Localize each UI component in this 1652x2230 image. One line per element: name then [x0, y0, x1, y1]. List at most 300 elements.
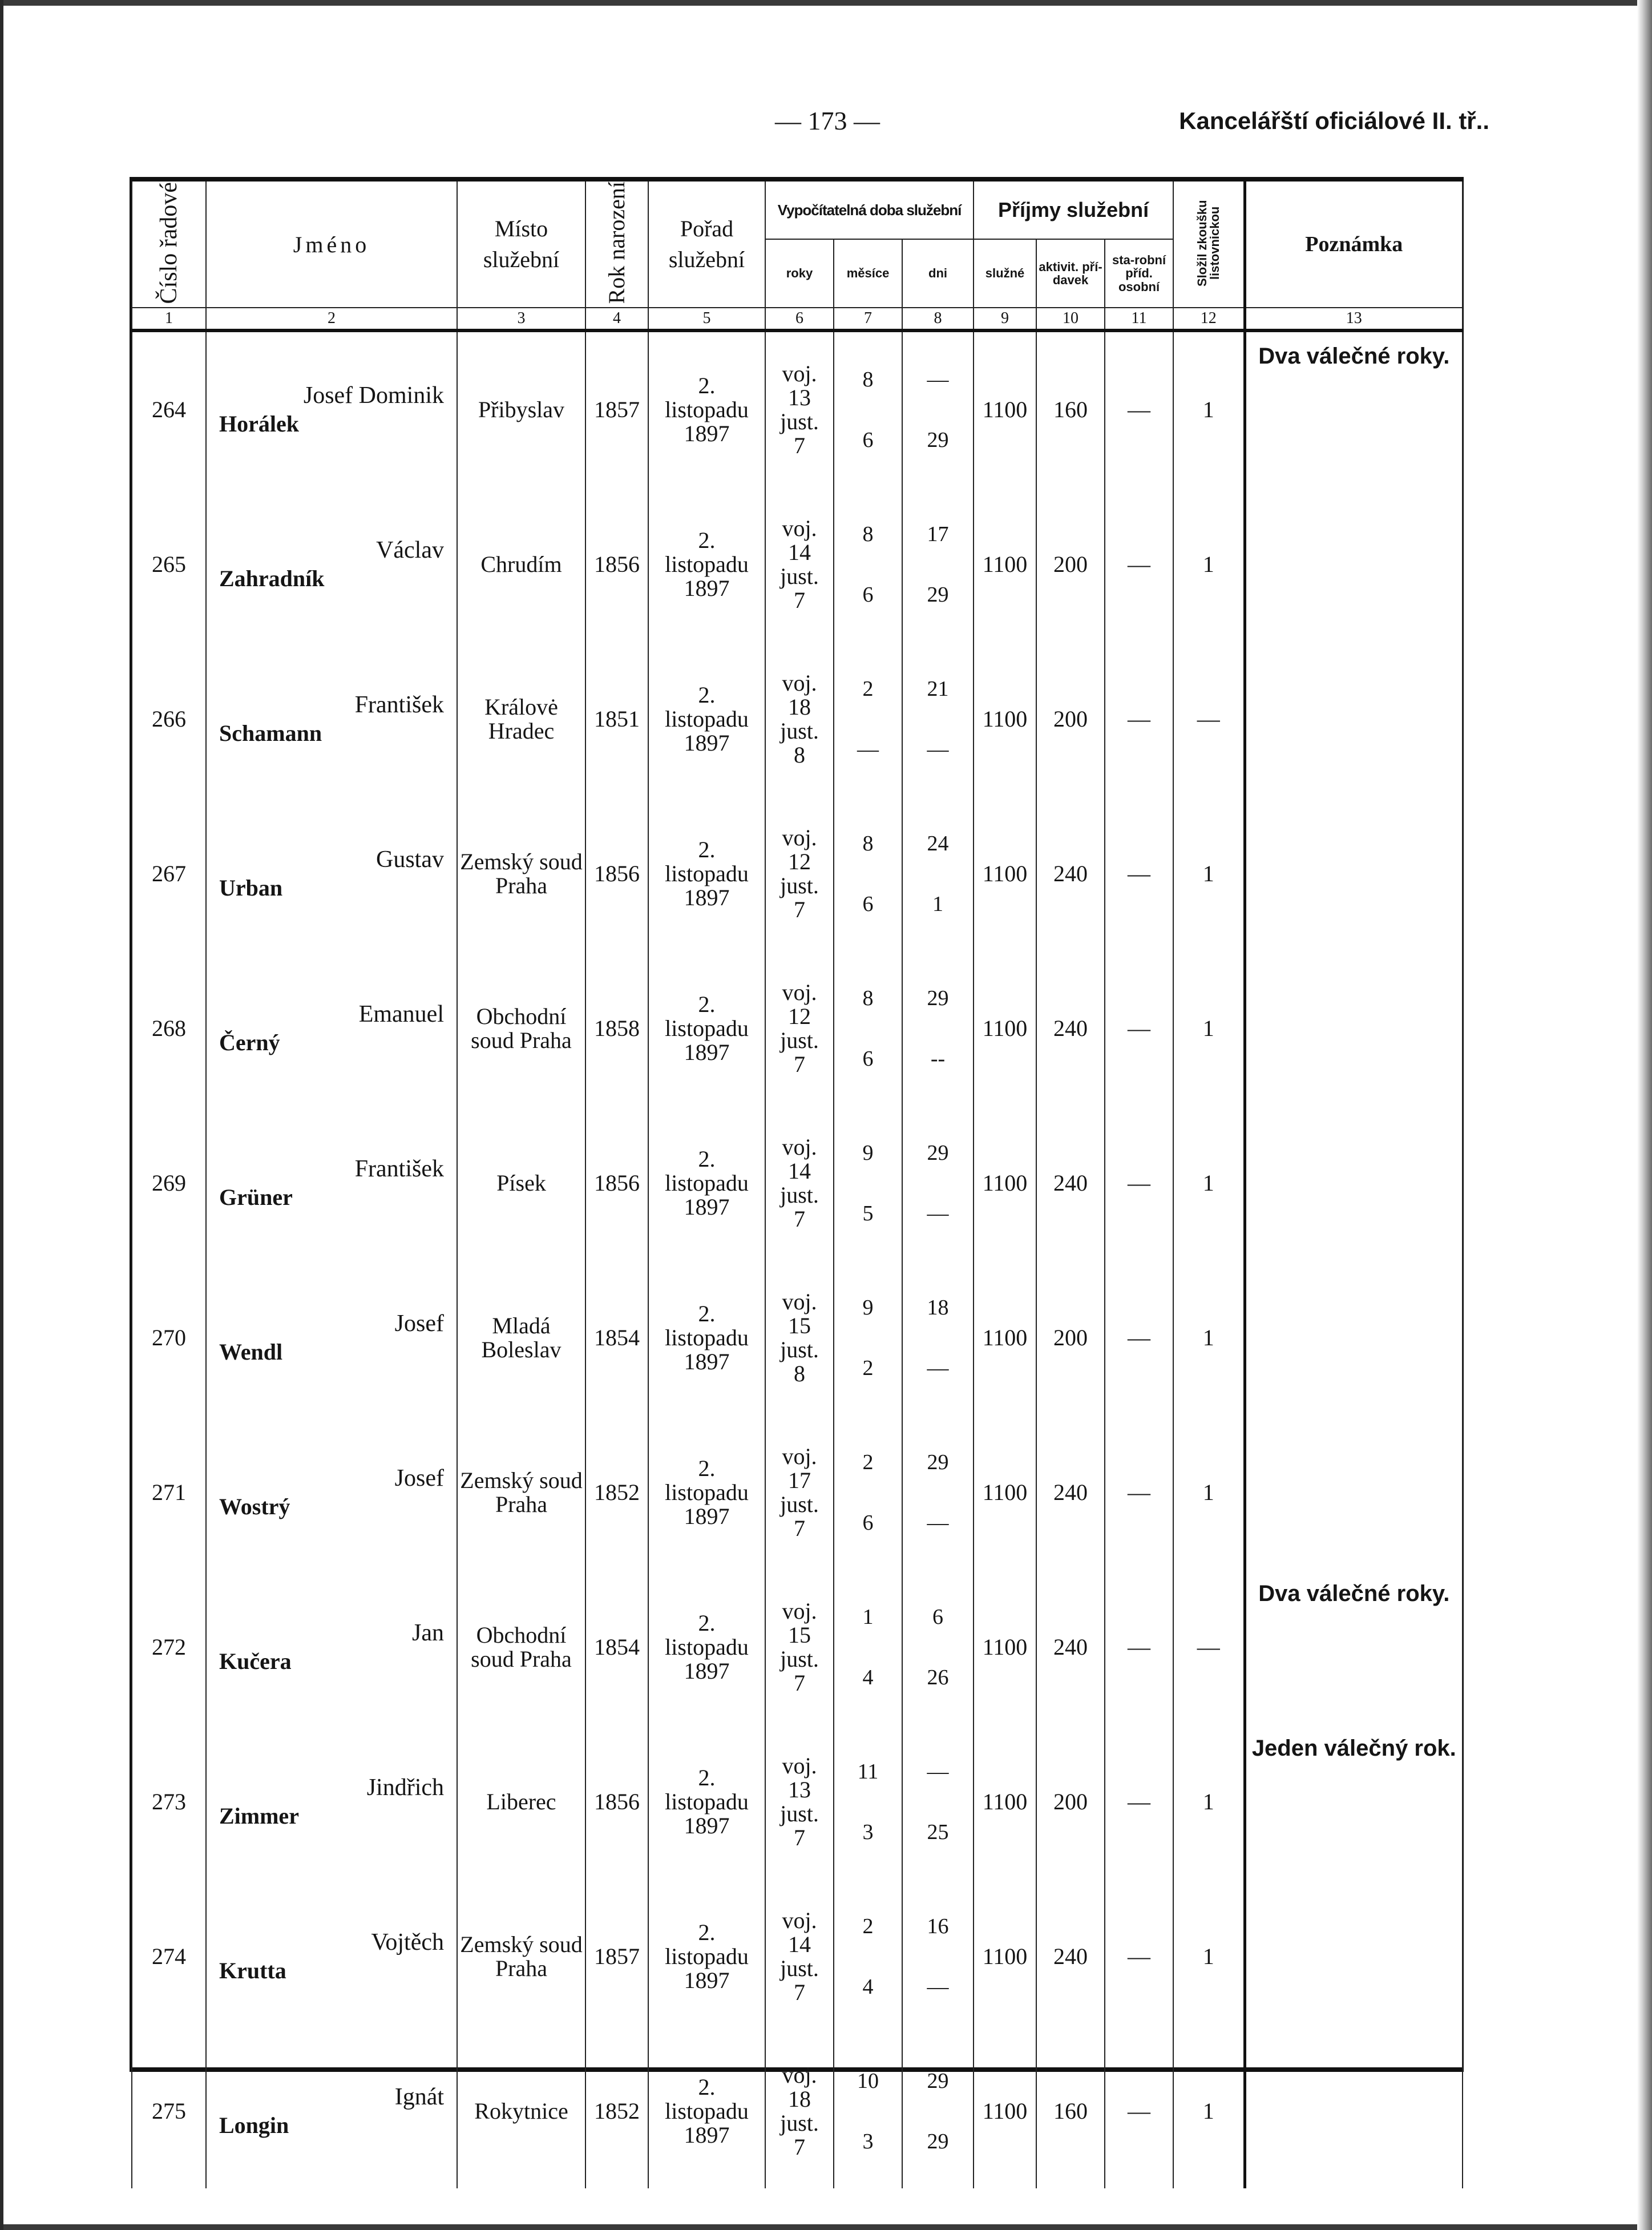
months-military: 8: [862, 367, 874, 392]
row-number: 274: [132, 1879, 206, 2034]
order-day: 2.: [698, 1146, 716, 1172]
days-justice: —: [927, 1356, 949, 1380]
months-cell: [834, 1260, 902, 1415]
days-cell: [902, 1415, 974, 1570]
table-row: [132, 1260, 1463, 1415]
days-military: 21: [927, 676, 949, 701]
activity-bonus: 200: [1036, 1724, 1105, 1879]
years-cell: [765, 642, 834, 796]
last-name: Zahradník: [219, 566, 325, 591]
order-day: 2.: [698, 1455, 716, 1481]
months-cell: [834, 1415, 902, 1570]
months-cell: [834, 1570, 902, 1724]
days-justice: 29: [927, 428, 949, 452]
years-label-justice: just.: [780, 1646, 819, 1672]
years-military: 18: [788, 693, 811, 720]
months-justice: 4: [862, 1665, 874, 1689]
row-number: 266: [132, 642, 206, 796]
years-label-military: voj.: [782, 2062, 817, 2088]
salary: 1100: [974, 2034, 1036, 2188]
header-poznamka: Poznámka: [1245, 182, 1463, 308]
row-number: 272: [132, 1570, 206, 1724]
column-number: 9: [974, 308, 1036, 330]
years-cell: [765, 1724, 834, 1879]
days-military: —: [927, 1759, 949, 1784]
years-justice: 7: [794, 1979, 805, 2005]
order-month: listopadu: [665, 1943, 749, 1969]
years-label-military: voj.: [782, 1598, 817, 1624]
birth-year: 1854: [585, 1260, 648, 1415]
first-name: František: [354, 692, 444, 718]
note-cell: [1245, 1106, 1463, 1260]
service-order: [648, 1724, 765, 1879]
days-military: —: [927, 367, 949, 392]
days-justice: —: [927, 1974, 949, 1999]
years-justice: 7: [794, 2134, 805, 2160]
page-number: — 173 —: [775, 106, 880, 135]
order-year: 1897: [684, 1658, 730, 1684]
years-military: 14: [788, 539, 811, 565]
days-justice: 29: [927, 2129, 949, 2154]
days-cell: [902, 951, 974, 1106]
birth-year: 1857: [585, 330, 648, 487]
order-month: listopadu: [665, 1324, 749, 1350]
salary: 1100: [974, 642, 1036, 796]
months-justice: 3: [862, 1820, 874, 1844]
old-age-bonus: —: [1105, 1106, 1173, 1260]
exam-passed: 1: [1173, 1260, 1245, 1415]
order-month: listopadu: [665, 1788, 749, 1814]
row-number: 273: [132, 1724, 206, 1879]
note-cell: [1245, 796, 1463, 951]
years-cell: [765, 487, 834, 642]
years-justice: 7: [794, 896, 805, 922]
years-cell: [765, 951, 834, 1106]
days-military: 18: [927, 1295, 949, 1320]
place-of-service: Rokytnice: [457, 2034, 585, 2188]
birth-year: 1852: [585, 2034, 648, 2188]
days-military: 6: [932, 1604, 944, 1629]
order-month: listopadu: [665, 1634, 749, 1660]
months-cell: [834, 487, 902, 642]
years-justice: 7: [794, 1824, 805, 1850]
table-row: [132, 1724, 1463, 1879]
order-year: 1897: [684, 1812, 730, 1838]
old-age-bonus: —: [1105, 2034, 1173, 2188]
birth-year: 1854: [585, 1570, 648, 1724]
months-justice: 2: [862, 1356, 874, 1380]
years-label-justice: just.: [780, 1955, 819, 1981]
months-military: 11: [857, 1759, 879, 1784]
activity-bonus: 240: [1036, 1415, 1105, 1570]
column-number: 2: [206, 308, 457, 330]
column-number: 12: [1173, 308, 1245, 330]
years-label-justice: just.: [780, 1800, 819, 1826]
days-military: 29: [927, 2068, 949, 2093]
name-cell: [206, 2034, 457, 2188]
months-justice: 4: [862, 1974, 874, 1999]
order-day: 2.: [698, 1300, 716, 1326]
old-age-bonus: —: [1105, 1570, 1173, 1724]
exam-passed: 1: [1173, 487, 1245, 642]
exam-passed: 1: [1173, 1724, 1245, 1879]
days-cell: [902, 330, 974, 487]
salary: 1100: [974, 1724, 1036, 1879]
days-cell: [902, 2034, 974, 2188]
days-justice: 1: [932, 892, 944, 916]
service-order: [648, 1879, 765, 2034]
old-age-bonus: —: [1105, 487, 1173, 642]
note-cell: [1245, 1415, 1463, 1570]
table-row: [132, 642, 1463, 796]
years-cell: [765, 796, 834, 951]
note-cell: [1245, 1879, 1463, 2034]
name-cell: [206, 1106, 457, 1260]
header-vypocitatelna: Vypočítatelná doba služební: [765, 182, 974, 239]
first-name: František: [354, 1156, 444, 1182]
years-military: 14: [788, 1931, 811, 1957]
last-name: Longin: [219, 2112, 289, 2138]
order-day: 2.: [698, 2074, 716, 2100]
exam-passed: 1: [1173, 951, 1245, 1106]
days-justice: 25: [927, 1820, 949, 1844]
register-table-frame: [130, 177, 1464, 2160]
salary: 1100: [974, 1106, 1036, 1260]
days-military: 16: [927, 1914, 949, 1938]
last-name: Wendl: [219, 1339, 283, 1365]
order-day: 2.: [698, 1610, 716, 1636]
salary: 1100: [974, 1260, 1036, 1415]
name-cell: [206, 330, 457, 487]
years-label-military: voj.: [782, 1443, 817, 1469]
note-text: Dva válečné roky.: [1258, 1581, 1450, 1606]
months-military: 10: [857, 2068, 879, 2093]
last-name: Zimmer: [219, 1803, 299, 1829]
months-military: 8: [862, 831, 874, 856]
years-justice: 8: [794, 1360, 805, 1386]
header-sluzne: služné: [974, 239, 1036, 308]
days-cell: [902, 1260, 974, 1415]
days-cell: [902, 1879, 974, 2034]
days-military: 29: [927, 1140, 949, 1165]
header-misto: Místo služební: [457, 182, 585, 308]
months-justice: —: [857, 737, 879, 761]
birth-year: 1858: [585, 951, 648, 1106]
order-year: 1897: [684, 575, 730, 601]
service-order: [648, 487, 765, 642]
place-of-service: Obchodní soud Praha: [457, 951, 585, 1106]
months-justice: 6: [862, 428, 874, 452]
header-slozil: Složil zkoušku listovnickou: [1173, 182, 1245, 308]
order-day: 2.: [698, 527, 716, 553]
months-cell: [834, 1106, 902, 1260]
column-number: 5: [648, 308, 765, 330]
activity-bonus: 240: [1036, 1106, 1105, 1260]
months-justice: 6: [862, 582, 874, 607]
last-name: Horálek: [219, 411, 299, 437]
salary: 1100: [974, 330, 1036, 487]
service-order: [648, 1415, 765, 1570]
days-justice: —: [927, 1510, 949, 1535]
old-age-bonus: —: [1105, 951, 1173, 1106]
years-label-justice: just.: [780, 717, 819, 744]
place-of-service: Obchodní soud Praha: [457, 1570, 585, 1724]
old-age-bonus: —: [1105, 1260, 1173, 1415]
order-year: 1897: [684, 1193, 730, 1220]
months-military: 8: [862, 986, 874, 1010]
order-year: 1897: [684, 1039, 730, 1065]
note-cell: [1245, 951, 1463, 1106]
name-cell: [206, 1570, 457, 1724]
note-cell: [1245, 487, 1463, 642]
old-age-bonus: —: [1105, 642, 1173, 796]
order-month: listopadu: [665, 2098, 749, 2124]
place-of-service: Zemský soud Praha: [457, 796, 585, 951]
days-justice: —: [927, 737, 949, 761]
old-age-bonus: —: [1105, 330, 1173, 487]
exam-passed: 1: [1173, 796, 1245, 951]
activity-bonus: 200: [1036, 487, 1105, 642]
days-cell: [902, 1106, 974, 1260]
last-name: Kučera: [219, 1648, 292, 1674]
months-cell: [834, 796, 902, 951]
birth-year: 1856: [585, 487, 648, 642]
birth-year: 1856: [585, 1724, 648, 1879]
years-label-military: voj.: [782, 979, 817, 1005]
name-cell: [206, 951, 457, 1106]
months-military: 1: [862, 1604, 874, 1629]
months-cell: [834, 642, 902, 796]
years-justice: 7: [794, 1670, 805, 1696]
last-name: Krutta: [219, 1958, 286, 1983]
note-cell: [1245, 2034, 1463, 2188]
birth-year: 1857: [585, 1879, 648, 2034]
activity-bonus: 240: [1036, 1879, 1105, 2034]
birth-year: 1856: [585, 1106, 648, 1260]
old-age-bonus: —: [1105, 796, 1173, 951]
order-year: 1897: [684, 420, 730, 446]
order-year: 1897: [684, 2122, 730, 2148]
months-military: 2: [862, 676, 874, 701]
first-name: Jan: [412, 1620, 444, 1646]
days-justice: —: [927, 1201, 949, 1225]
name-cell: [206, 1260, 457, 1415]
first-name: Josef Dominik: [303, 382, 444, 409]
service-order: [648, 330, 765, 487]
months-military: 9: [862, 1140, 874, 1165]
note-cell: [1245, 1260, 1463, 1415]
order-day: 2.: [698, 372, 716, 398]
salary: 1100: [974, 796, 1036, 951]
scan-edge-top: [0, 0, 1652, 6]
table-row: [132, 487, 1463, 642]
years-military: 12: [788, 848, 811, 874]
exam-passed: 1: [1173, 1106, 1245, 1260]
name-cell: [206, 487, 457, 642]
exam-passed: —: [1173, 642, 1245, 796]
header-porad: Pořad služební: [648, 182, 765, 308]
years-label-justice: just.: [780, 1027, 819, 1053]
salary: 1100: [974, 1879, 1036, 2034]
register-table: [131, 182, 1463, 2188]
years-military: 18: [788, 2086, 811, 2112]
column-number: 1: [132, 308, 206, 330]
old-age-bonus: —: [1105, 1415, 1173, 1570]
order-month: listopadu: [665, 551, 749, 577]
salary: 1100: [974, 1415, 1036, 1570]
years-label-justice: just.: [780, 1491, 819, 1517]
table-row: [132, 330, 1463, 487]
service-order: [648, 796, 765, 951]
table-row: [132, 2034, 1463, 2188]
months-justice: 6: [862, 1510, 874, 1535]
years-military: 12: [788, 1003, 811, 1029]
note-cell: [1245, 330, 1463, 487]
column-numbers-row: [132, 308, 1463, 330]
exam-passed: 1: [1173, 330, 1245, 487]
row-number: 265: [132, 487, 206, 642]
days-cell: [902, 1724, 974, 1879]
row-number: 275: [132, 2034, 206, 2188]
years-label-military: voj.: [782, 1288, 817, 1314]
years-military: 15: [788, 1312, 811, 1338]
name-cell: [206, 1879, 457, 2034]
order-day: 2.: [698, 1764, 716, 1791]
name-cell: [206, 642, 457, 796]
salary: 1100: [974, 951, 1036, 1106]
years-justice: 7: [794, 1205, 805, 1232]
last-name: Urban: [219, 875, 283, 901]
old-age-bonus: —: [1105, 1724, 1173, 1879]
years-cell: [765, 1415, 834, 1570]
service-order: [648, 1106, 765, 1260]
order-month: listopadu: [665, 705, 749, 732]
first-name: Václav: [376, 537, 444, 563]
order-year: 1897: [684, 1967, 730, 1993]
months-justice: 5: [862, 1201, 874, 1225]
column-number: 10: [1036, 308, 1105, 330]
activity-bonus: 240: [1036, 796, 1105, 951]
table-row: [132, 1106, 1463, 1260]
place-of-service: Zemský soud Praha: [457, 1879, 585, 2034]
years-label-justice: just.: [780, 2110, 819, 2136]
column-number: 13: [1245, 308, 1463, 330]
months-justice: 3: [862, 2129, 874, 2154]
days-military: 29: [927, 1450, 949, 1474]
years-label-military: voj.: [782, 1752, 817, 1779]
months-cell: [834, 1724, 902, 1879]
order-day: 2.: [698, 836, 716, 862]
column-number: 11: [1105, 308, 1173, 330]
first-name: Jindřich: [366, 1775, 444, 1801]
service-order: [648, 951, 765, 1106]
column-number: 4: [585, 308, 648, 330]
activity-bonus: 160: [1036, 330, 1105, 487]
years-label-military: voj.: [782, 824, 817, 850]
exam-passed: 1: [1173, 1879, 1245, 2034]
years-cell: [765, 1106, 834, 1260]
name-cell: [206, 1415, 457, 1570]
table-body: [132, 330, 1463, 2188]
days-military: 17: [927, 522, 949, 546]
years-cell: [765, 1570, 834, 1724]
years-military: 17: [788, 1467, 811, 1493]
exam-passed: —: [1173, 1570, 1245, 1724]
months-justice: 6: [862, 1046, 874, 1071]
years-military: 14: [788, 1158, 811, 1184]
note-text: Jeden válečný rok.: [1251, 1736, 1456, 1761]
years-label-justice: just.: [780, 872, 819, 898]
birth-year: 1852: [585, 1415, 648, 1570]
column-number: 7: [834, 308, 902, 330]
place-of-service: Písek: [457, 1106, 585, 1260]
place-of-service: Královė Hradec: [457, 642, 585, 796]
row-number: 269: [132, 1106, 206, 1260]
service-order: [648, 2034, 765, 2188]
months-cell: [834, 330, 902, 487]
days-justice: --: [930, 1046, 946, 1071]
order-month: listopadu: [665, 1170, 749, 1196]
order-year: 1897: [684, 729, 730, 756]
name-cell: [206, 1724, 457, 1879]
header-prijmy: Příjmy služební: [974, 182, 1173, 239]
note-cell: [1245, 1570, 1463, 1724]
table-row: [132, 1879, 1463, 2034]
years-justice: 8: [794, 741, 805, 768]
months-cell: [834, 2034, 902, 2188]
first-name: Ignát: [394, 2084, 444, 2110]
service-order: [648, 642, 765, 796]
first-name: Josef: [394, 1310, 444, 1337]
days-cell: [902, 796, 974, 951]
header-rok: Rok narození: [585, 182, 648, 308]
years-label-justice: just.: [780, 1181, 819, 1208]
place-of-service: Liberec: [457, 1724, 585, 1879]
name-cell: [206, 796, 457, 951]
header-starobni: sta-robní příd. osobní: [1105, 239, 1173, 308]
years-label-justice: just.: [780, 1336, 819, 1362]
column-number: 8: [902, 308, 974, 330]
last-name: Wostrý: [219, 1494, 290, 1519]
months-cell: [834, 1879, 902, 2034]
years-military: 15: [788, 1622, 811, 1648]
running-title: Kancelářští oficiálové II. tř..: [1179, 107, 1489, 134]
order-year: 1897: [684, 884, 730, 910]
note-text: Dva válečné roky.: [1258, 344, 1450, 369]
column-number: 6: [765, 308, 834, 330]
days-military: 24: [927, 831, 949, 856]
years-label-military: voj.: [782, 1907, 817, 1933]
years-cell: [765, 1879, 834, 2034]
scan-edge-bottom: [0, 2224, 1652, 2230]
scan-edge-right: [1637, 0, 1652, 2230]
order-month: listopadu: [665, 860, 749, 886]
months-military: 2: [862, 1914, 874, 1938]
row-number: 270: [132, 1260, 206, 1415]
last-name: Schamann: [219, 720, 322, 746]
days-justice: 26: [927, 1665, 949, 1689]
first-name: Emanuel: [358, 1001, 444, 1027]
activity-bonus: 240: [1036, 951, 1105, 1106]
activity-bonus: 160: [1036, 2034, 1105, 2188]
table-row: [132, 951, 1463, 1106]
last-name: Grüner: [219, 1184, 293, 1210]
header-dni: dni: [902, 239, 974, 308]
last-name: Černý: [219, 1030, 280, 1055]
order-month: listopadu: [665, 1479, 749, 1505]
months-military: 9: [862, 1295, 874, 1320]
first-name: Vojtěch: [371, 1929, 444, 1955]
